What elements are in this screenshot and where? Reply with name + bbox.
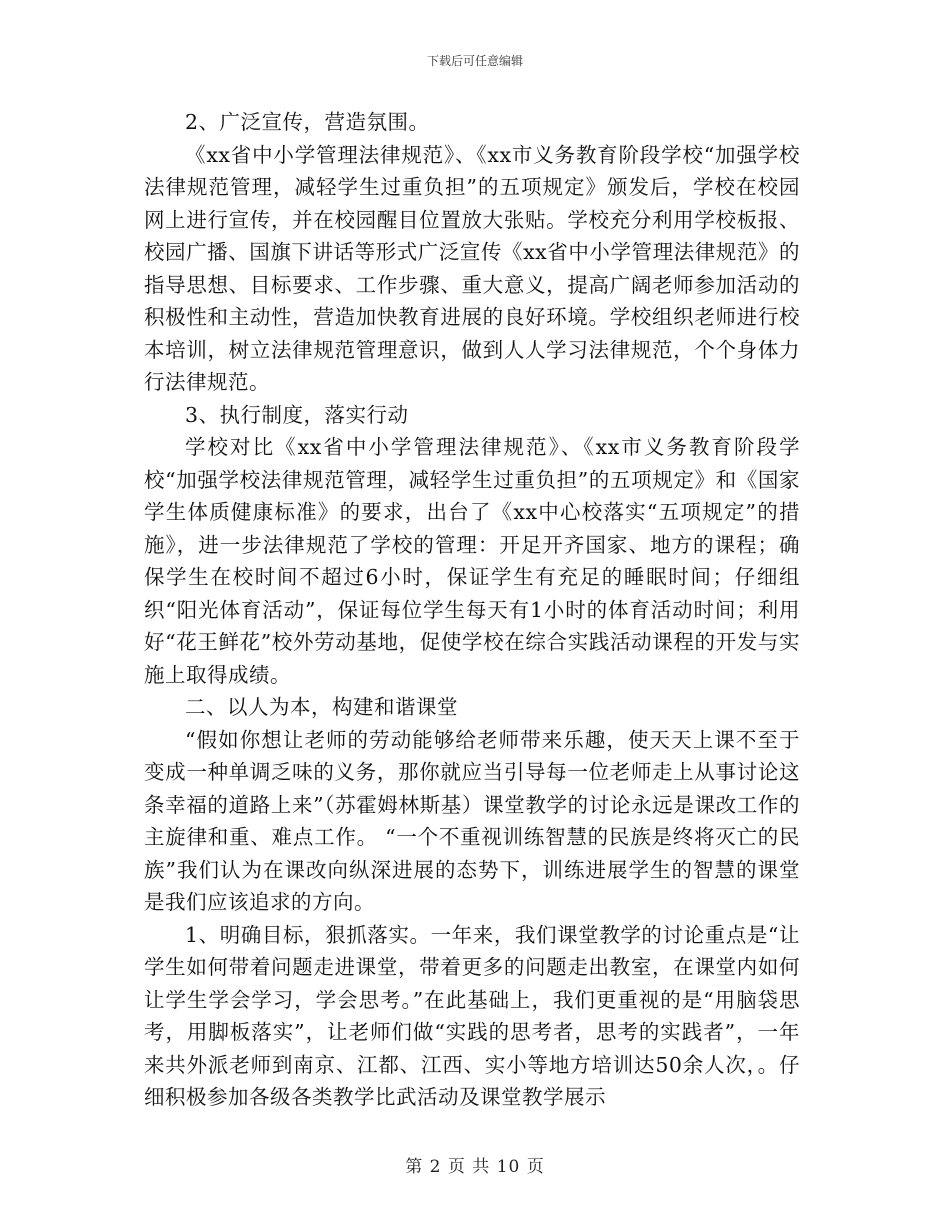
paragraph-implementation: 学校对比《xx省中小学管理法律规范》、《xx市义务教育阶段学校“加强学校法律规范管理，减轻学生过重负担”的五项规定》和《国家学生体质健康标准》的要求，出台了《xx中心校落实“五项规定”的措施》，进一步法律规范了学校的管理：开足开齐国家、地方的课程；确保学生在校时间不超过6小时，保证学生有充足的睡眠时间；仔细组织“阳光体育活动”，保证每位学生每天有1小时的体育活动时间；利用好“花王鲜花”校外劳动基地，促使学校在综合实践活动课程的开发与实施上取得成绩。 [144, 435, 800, 687]
paragraph-publicity: 《xx省中小学管理法律规范》、《xx市义务教育阶段学校“加强学校法律规范管理，减轻学生过重负担”的五项规定》颁发后，学校在校园网上进行宣传，并在校园醒目位置放大张贴。学校充分利用学校板报、校园广播、国旗下讲话等形式广泛宣传《xx省中小学管理法律规范》的指导思想、目标要求、工作步骤、重大意义，提高广阔老师参加活动的积极性和主动性，营造加快教育进展的良好环境。学校组织老师进行校本培训，树立法律规范管理意识，做到人人学习法律规范，个个身体力行法律规范。 [144, 142, 800, 394]
paragraph-goals: 1、明确目标，狠抓落实。一年来，我们课堂教学的讨论重点是“让学生如何带着问题走进课堂，带着更多的问题走出教室，在课堂内如何让学生学会学习，学会思考。”在此基础上，我们更重视的是“用脑袋思考，用脚板落实”，让老师们做“实践的思考者，思考的实践者”，一年来共外派老师到南京、江都、江西、实小等地方培训达50余人次，。仔细积极参加各级各类教学比武活动及课堂教学展示 [144, 922, 800, 1109]
paragraph-quote: “假如你想让老师的劳动能够给老师带来乐趣，使天天上课不至于变成一种单调乏味的义务，那你就应当引导每一位老师走上从事讨论这条幸福的道路上来”（苏霍姆林斯基）课堂教学的讨论永远是课改工作的主旋律和重、难点工作。 “一个不重视训练智慧的民族是终将灭亡的民族”我们认为在课改向纵深进展的态势下，训练进展学生的智慧的课堂是我们应该追求的方向。 [144, 727, 800, 914]
document-body [144, 106, 800, 1114]
section-heading-harmonious-classroom: 二、以人为本，构建和谐课堂 [185, 695, 458, 719]
page-number: 第 2 页 共 10 页 [405, 1157, 545, 1177]
header-note: 下载后可任意编辑 [426, 54, 523, 68]
section-heading-publicity: 2、广泛宣传，营造氛围。 [185, 110, 430, 134]
section-heading-implementation: 3、执行制度，落实行动 [185, 402, 409, 427]
